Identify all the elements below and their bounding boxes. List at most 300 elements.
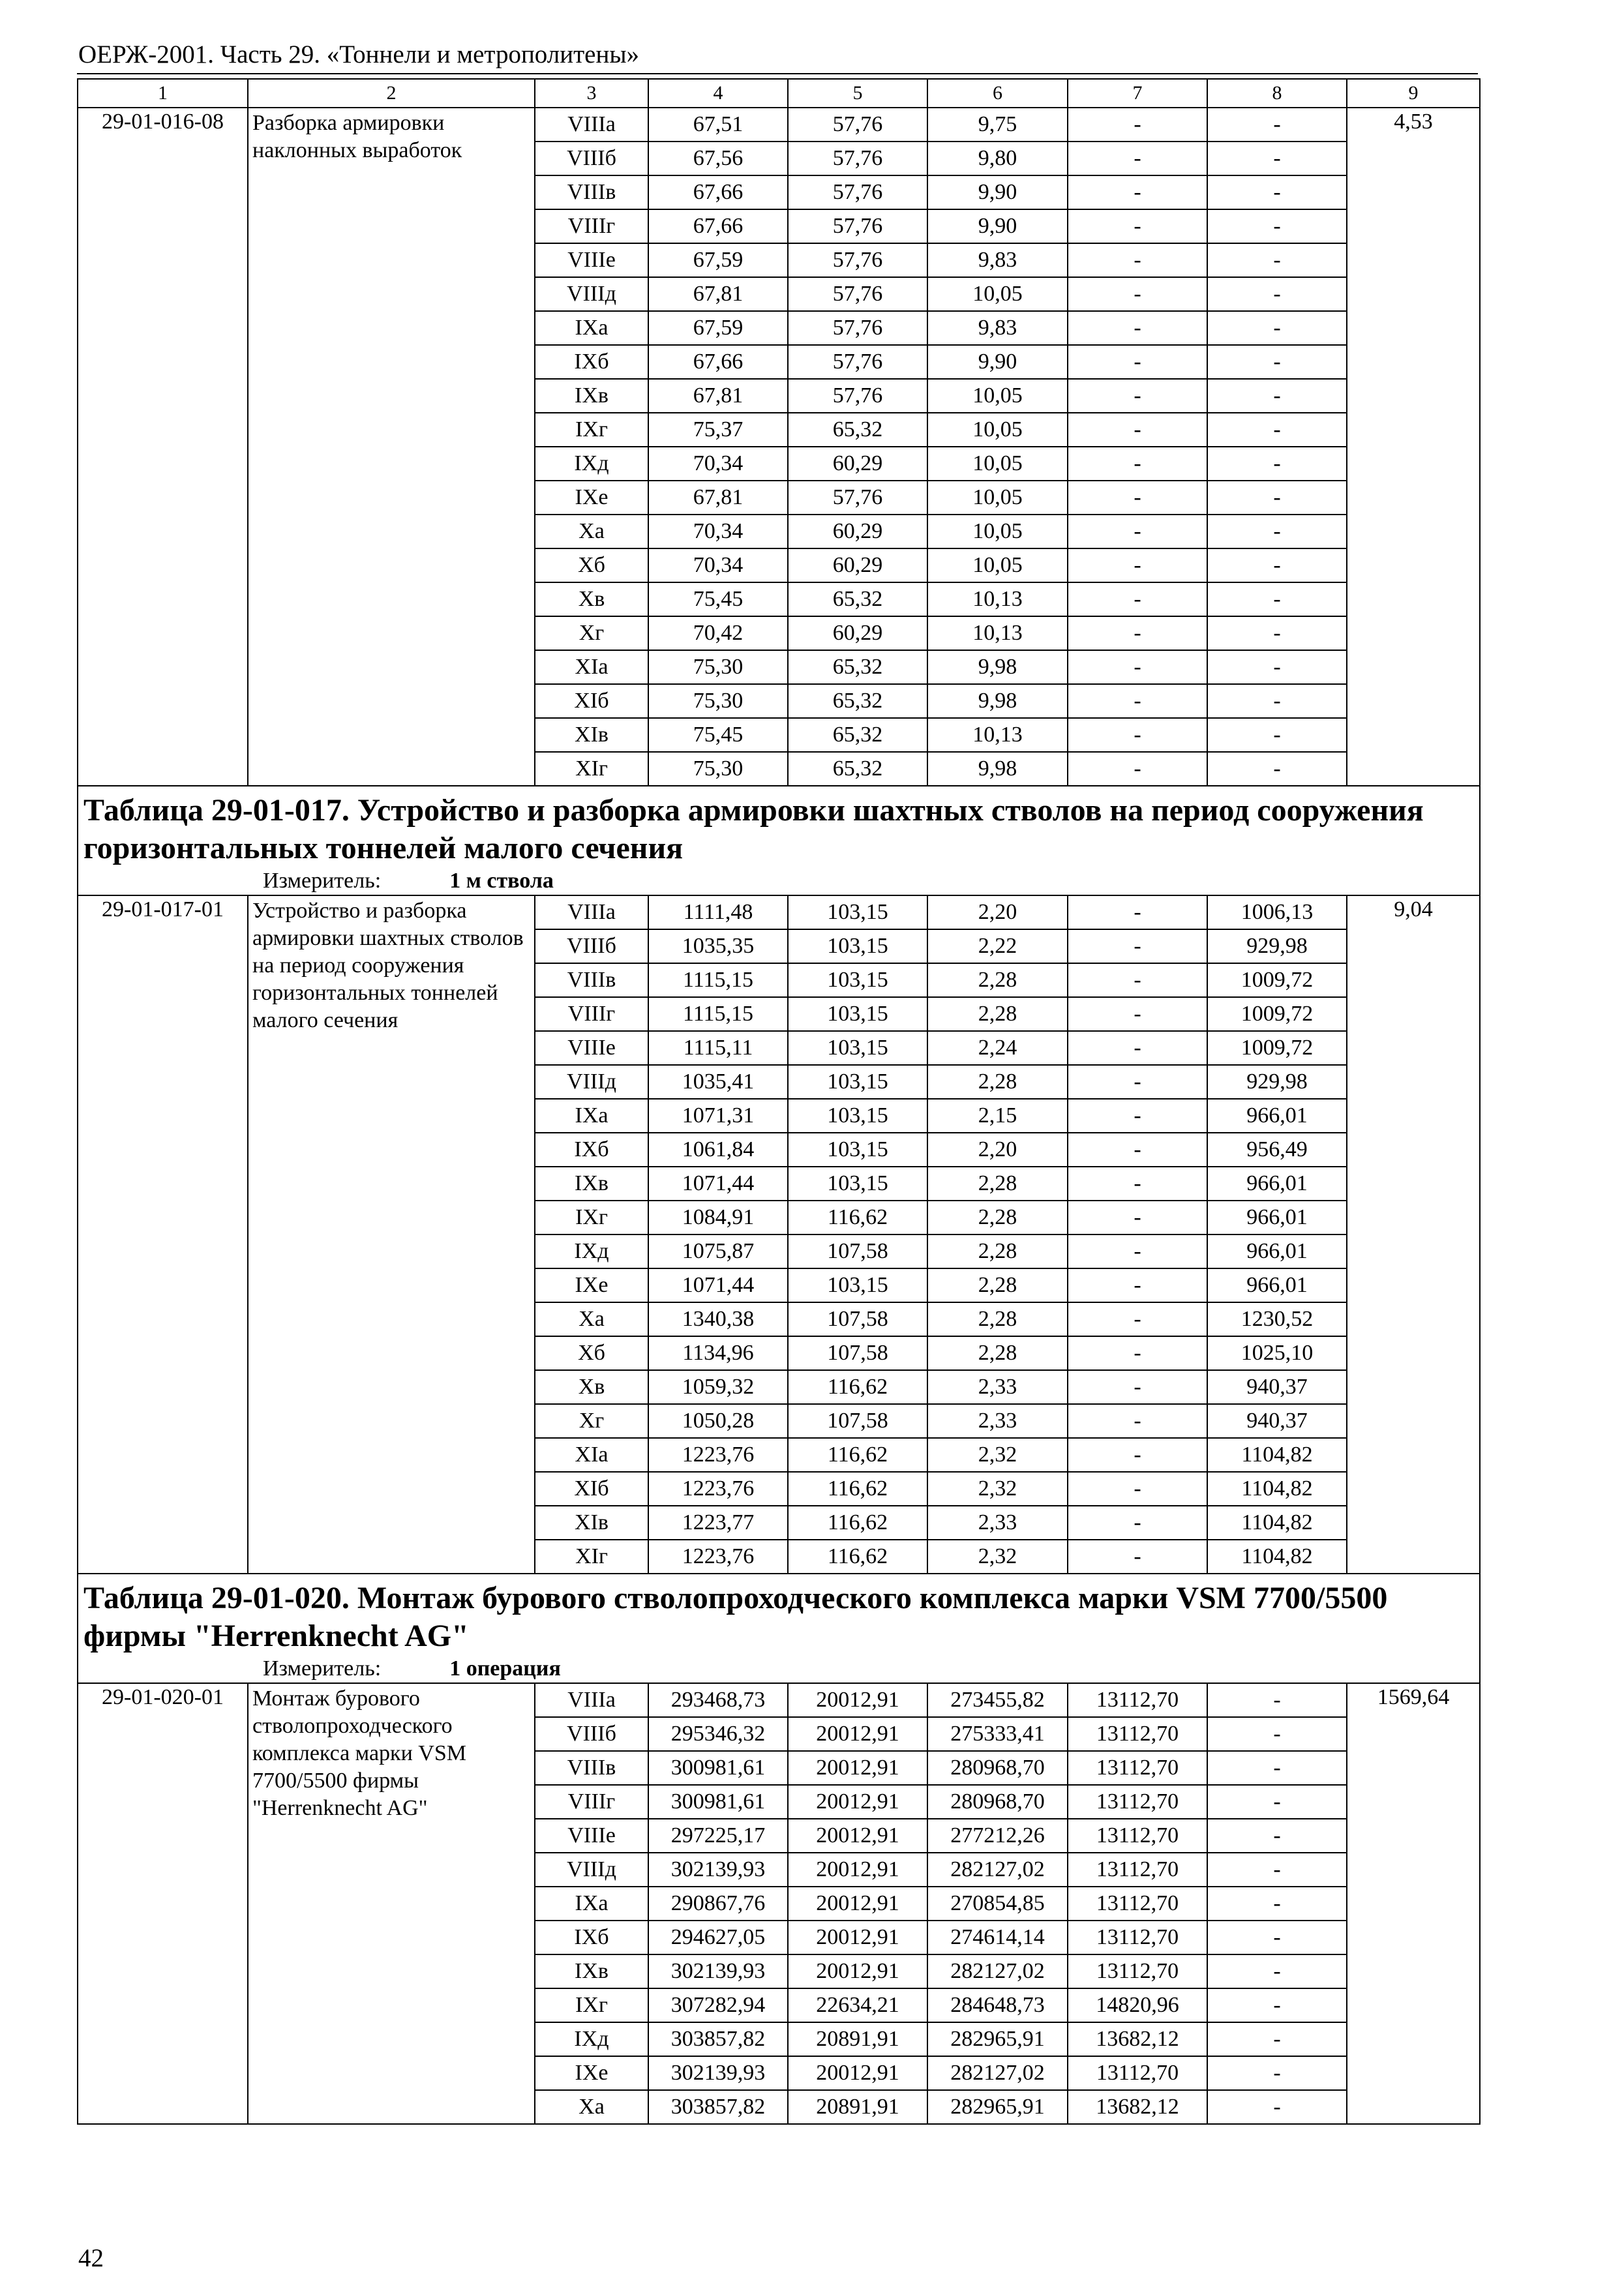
value-cell: -: [1207, 311, 1347, 345]
value-cell: 1009,72: [1207, 997, 1347, 1031]
table-title: Таблица 29-01-020. Монтаж бурового стволопроходческого комплекса марки VSM 7700/5500 фирмы "Herrenknecht AG": [83, 1581, 1388, 1653]
value-cell: 10,05: [927, 413, 1068, 447]
value-cell: 65,32: [788, 413, 927, 447]
value-cell: -: [1068, 175, 1207, 209]
value-cell: 107,58: [788, 1404, 927, 1438]
labor-cost-cell: 1569,64: [1347, 1683, 1480, 2124]
value-cell: 103,15: [788, 1065, 927, 1099]
measure-line: [83, 867, 1474, 895]
column-number: 1: [78, 79, 248, 108]
page-header: ОЕРЖ-2001. Часть 29. «Тоннели и метрополитены»: [78, 40, 640, 68]
value-cell: 10,05: [927, 277, 1068, 311]
value-cell: -: [1068, 1438, 1207, 1472]
zone-cell: VIIIе: [535, 243, 648, 277]
value-cell: 9,90: [927, 345, 1068, 379]
value-cell: 75,30: [648, 752, 788, 786]
value-cell: 14820,96: [1068, 1988, 1207, 2022]
value-cell: 9,90: [927, 175, 1068, 209]
value-cell: -: [1068, 1370, 1207, 1404]
zone-cell: XIв: [535, 718, 648, 752]
value-cell: 966,01: [1207, 1167, 1347, 1201]
value-cell: -: [1207, 616, 1347, 650]
zone-cell: VIIIд: [535, 277, 648, 311]
measure-unit: 1 операция: [449, 1656, 561, 1681]
value-cell: 20012,91: [788, 1921, 927, 1954]
value-cell: 10,13: [927, 582, 1068, 616]
value-cell: 75,30: [648, 650, 788, 684]
value-cell: 22634,21: [788, 1988, 927, 2022]
value-cell: 57,76: [788, 311, 927, 345]
zone-cell: XIг: [535, 752, 648, 786]
value-cell: -: [1068, 582, 1207, 616]
value-cell: 20891,91: [788, 2090, 927, 2124]
value-cell: -: [1068, 1133, 1207, 1167]
value-cell: 273455,82: [927, 1683, 1068, 1717]
value-cell: -: [1207, 1954, 1347, 1988]
rates-table: [77, 78, 1481, 2125]
value-cell: -: [1068, 963, 1207, 997]
value-cell: 103,15: [788, 1099, 927, 1133]
labor-cost-cell: 4,53: [1347, 108, 1480, 786]
value-cell: 9,98: [927, 752, 1068, 786]
value-cell: 20012,91: [788, 1819, 927, 1853]
rate-description: Устройство и разборка армировки шахтных стволов на период сооружения горизонтальных тоннелей малого сечения: [248, 895, 535, 1574]
value-cell: -: [1068, 752, 1207, 786]
value-cell: 107,58: [788, 1336, 927, 1370]
value-cell: 57,76: [788, 142, 927, 175]
value-cell: -: [1068, 1302, 1207, 1336]
value-cell: 1071,44: [648, 1268, 788, 1302]
value-cell: 20012,91: [788, 1683, 927, 1717]
value-cell: 2,32: [927, 1438, 1068, 1472]
value-cell: 1009,72: [1207, 963, 1347, 997]
rate-code: 29-01-016-08: [78, 108, 248, 786]
zone-cell: Xб: [535, 548, 648, 582]
zone-cell: VIIIб: [535, 142, 648, 175]
zone-cell: VIIIг: [535, 1785, 648, 1819]
value-cell: 13112,70: [1068, 1954, 1207, 1988]
measure-unit: 1 м ствола: [449, 869, 554, 893]
value-cell: -: [1068, 413, 1207, 447]
value-cell: 70,34: [648, 447, 788, 481]
column-number: 3: [535, 79, 648, 108]
value-cell: 9,83: [927, 243, 1068, 277]
value-cell: 2,32: [927, 1472, 1068, 1506]
value-cell: 116,62: [788, 1506, 927, 1540]
table-row: [78, 895, 1480, 929]
value-cell: 10,13: [927, 718, 1068, 752]
value-cell: -: [1207, 481, 1347, 515]
value-cell: 107,58: [788, 1302, 927, 1336]
value-cell: 282127,02: [927, 1853, 1068, 1887]
zone-cell: VIIIв: [535, 1751, 648, 1785]
zone-cell: IXа: [535, 1887, 648, 1921]
value-cell: 1035,41: [648, 1065, 788, 1099]
zone-cell: VIIIд: [535, 1065, 648, 1099]
value-cell: -: [1207, 2090, 1347, 2124]
value-cell: 67,81: [648, 379, 788, 413]
zone-cell: IXе: [535, 2056, 648, 2090]
rate-description: Разборка армировки наклонных выработок: [248, 108, 535, 786]
value-cell: 60,29: [788, 447, 927, 481]
value-cell: 282127,02: [927, 2056, 1068, 2090]
zone-cell: IXв: [535, 379, 648, 413]
table-title: Таблица 29-01-017. Устройство и разборка армировки шахтных стволов на период сооружения горизонтальных тоннелей малого сечения: [83, 793, 1424, 865]
zone-cell: IXб: [535, 1133, 648, 1167]
zone-cell: XIа: [535, 1438, 648, 1472]
zone-cell: Xв: [535, 1370, 648, 1404]
value-cell: 1223,76: [648, 1472, 788, 1506]
value-cell: -: [1207, 548, 1347, 582]
value-cell: -: [1207, 175, 1347, 209]
value-cell: 20012,91: [788, 1954, 927, 1988]
value-cell: 274614,14: [927, 1921, 1068, 1954]
value-cell: -: [1068, 379, 1207, 413]
value-cell: -: [1207, 243, 1347, 277]
value-cell: 2,28: [927, 1201, 1068, 1234]
value-cell: 67,51: [648, 108, 788, 142]
value-cell: 65,32: [788, 684, 927, 718]
value-cell: 2,20: [927, 1133, 1068, 1167]
value-cell: 2,28: [927, 1167, 1068, 1201]
value-cell: 116,62: [788, 1438, 927, 1472]
value-cell: 2,15: [927, 1099, 1068, 1133]
value-cell: 9,98: [927, 684, 1068, 718]
value-cell: -: [1207, 1751, 1347, 1785]
zone-cell: VIIIа: [535, 108, 648, 142]
measure-label: Измеритель:: [263, 869, 382, 893]
column-number: 7: [1068, 79, 1207, 108]
value-cell: -: [1068, 997, 1207, 1031]
value-cell: 67,59: [648, 311, 788, 345]
value-cell: 75,37: [648, 413, 788, 447]
value-cell: -: [1207, 1819, 1347, 1853]
column-number: 4: [648, 79, 788, 108]
zone-cell: IXг: [535, 1988, 648, 2022]
column-number: 2: [248, 79, 535, 108]
zone-cell: VIIIг: [535, 997, 648, 1031]
value-cell: 13112,70: [1068, 1853, 1207, 1887]
value-cell: 303857,82: [648, 2022, 788, 2056]
value-cell: 1115,15: [648, 997, 788, 1031]
value-cell: 60,29: [788, 515, 927, 548]
value-cell: 9,75: [927, 108, 1068, 142]
value-cell: -: [1068, 718, 1207, 752]
zone-cell: IXд: [535, 1234, 648, 1268]
value-cell: -: [1068, 1506, 1207, 1540]
value-cell: -: [1068, 548, 1207, 582]
section-heading-cell: [78, 786, 1480, 895]
zone-cell: IXв: [535, 1167, 648, 1201]
value-cell: 20012,91: [788, 1887, 927, 1921]
value-cell: -: [1068, 243, 1207, 277]
header-rule: [77, 73, 1478, 74]
zone-cell: IXа: [535, 311, 648, 345]
zone-cell: Xб: [535, 1336, 648, 1370]
value-cell: -: [1068, 447, 1207, 481]
value-cell: 290867,76: [648, 1887, 788, 1921]
value-cell: 2,33: [927, 1404, 1068, 1438]
value-cell: -: [1207, 718, 1347, 752]
zone-cell: Xг: [535, 616, 648, 650]
value-cell: 103,15: [788, 963, 927, 997]
value-cell: 1084,91: [648, 1201, 788, 1234]
value-cell: -: [1207, 1921, 1347, 1954]
value-cell: 280968,70: [927, 1751, 1068, 1785]
value-cell: 9,90: [927, 209, 1068, 243]
value-cell: 67,81: [648, 277, 788, 311]
value-cell: 103,15: [788, 929, 927, 963]
value-cell: -: [1207, 345, 1347, 379]
table-row: [78, 1683, 1480, 1717]
value-cell: -: [1207, 1683, 1347, 1717]
value-cell: 302139,93: [648, 2056, 788, 2090]
rate-code: 29-01-020-01: [78, 1683, 248, 2124]
value-cell: -: [1068, 345, 1207, 379]
value-cell: 294627,05: [648, 1921, 788, 1954]
value-cell: 2,33: [927, 1506, 1068, 1540]
zone-cell: XIб: [535, 1472, 648, 1506]
value-cell: 10,05: [927, 447, 1068, 481]
table-row: [78, 108, 1480, 142]
zone-cell: XIа: [535, 650, 648, 684]
value-cell: 103,15: [788, 997, 927, 1031]
value-cell: 1050,28: [648, 1404, 788, 1438]
value-cell: 60,29: [788, 548, 927, 582]
value-cell: 275333,41: [927, 1717, 1068, 1751]
value-cell: 10,05: [927, 548, 1068, 582]
zone-cell: VIIIе: [535, 1819, 648, 1853]
zone-cell: IXв: [535, 1954, 648, 1988]
value-cell: 2,28: [927, 963, 1068, 997]
value-cell: 302139,93: [648, 1853, 788, 1887]
value-cell: -: [1207, 209, 1347, 243]
value-cell: 57,76: [788, 379, 927, 413]
value-cell: 297225,17: [648, 1819, 788, 1853]
value-cell: 103,15: [788, 1031, 927, 1065]
zone-cell: VIIIе: [535, 1031, 648, 1065]
value-cell: -: [1068, 1201, 1207, 1234]
value-cell: 13112,70: [1068, 1819, 1207, 1853]
value-cell: 2,28: [927, 1302, 1068, 1336]
rate-code: 29-01-017-01: [78, 895, 248, 1574]
value-cell: 67,66: [648, 175, 788, 209]
zone-cell: Xв: [535, 582, 648, 616]
value-cell: 13112,70: [1068, 1683, 1207, 1717]
value-cell: 295346,32: [648, 1717, 788, 1751]
value-cell: 929,98: [1207, 1065, 1347, 1099]
zone-cell: VIIIб: [535, 929, 648, 963]
value-cell: 20012,91: [788, 1785, 927, 1819]
value-cell: 966,01: [1207, 1201, 1347, 1234]
value-cell: 57,76: [788, 277, 927, 311]
value-cell: 1111,48: [648, 895, 788, 929]
value-cell: 103,15: [788, 1268, 927, 1302]
value-cell: -: [1207, 379, 1347, 413]
value-cell: 20891,91: [788, 2022, 927, 2056]
value-cell: -: [1207, 515, 1347, 548]
value-cell: -: [1207, 2056, 1347, 2090]
value-cell: 1115,11: [648, 1031, 788, 1065]
value-cell: 1223,76: [648, 1540, 788, 1574]
value-cell: 1104,82: [1207, 1506, 1347, 1540]
zone-cell: IXе: [535, 1268, 648, 1302]
value-cell: -: [1068, 1268, 1207, 1302]
zone-cell: IXг: [535, 413, 648, 447]
value-cell: 65,32: [788, 582, 927, 616]
value-cell: -: [1207, 1853, 1347, 1887]
value-cell: 13112,70: [1068, 1751, 1207, 1785]
table-section-heading: [78, 786, 1480, 895]
value-cell: 929,98: [1207, 929, 1347, 963]
value-cell: 67,66: [648, 209, 788, 243]
value-cell: 1115,15: [648, 963, 788, 997]
value-cell: 57,76: [788, 209, 927, 243]
value-cell: 1134,96: [648, 1336, 788, 1370]
value-cell: -: [1068, 1336, 1207, 1370]
zone-cell: Xг: [535, 1404, 648, 1438]
value-cell: 67,81: [648, 481, 788, 515]
value-cell: -: [1207, 752, 1347, 786]
value-cell: 1059,32: [648, 1370, 788, 1404]
value-cell: 20012,91: [788, 1751, 927, 1785]
zone-cell: VIIIв: [535, 963, 648, 997]
value-cell: 13112,70: [1068, 1921, 1207, 1954]
value-cell: 293468,73: [648, 1683, 788, 1717]
value-cell: 116,62: [788, 1472, 927, 1506]
zone-cell: IXг: [535, 1201, 648, 1234]
value-cell: 270854,85: [927, 1887, 1068, 1921]
value-cell: 116,62: [788, 1540, 927, 1574]
value-cell: -: [1207, 413, 1347, 447]
value-cell: 70,42: [648, 616, 788, 650]
zone-cell: XIв: [535, 1506, 648, 1540]
zone-cell: Xа: [535, 2090, 648, 2124]
value-cell: 116,62: [788, 1370, 927, 1404]
zone-cell: IXб: [535, 345, 648, 379]
zone-cell: XIб: [535, 684, 648, 718]
value-cell: 284648,73: [927, 1988, 1068, 2022]
value-cell: 57,76: [788, 481, 927, 515]
value-cell: -: [1207, 1988, 1347, 2022]
value-cell: 282965,91: [927, 2022, 1068, 2056]
value-cell: 75,30: [648, 684, 788, 718]
column-number: 9: [1347, 79, 1480, 108]
value-cell: 302139,93: [648, 1954, 788, 1988]
zone-cell: IXа: [535, 1099, 648, 1133]
value-cell: 940,37: [1207, 1404, 1347, 1438]
labor-cost-cell: 9,04: [1347, 895, 1480, 1574]
measure-label: Измеритель:: [263, 1656, 382, 1681]
value-cell: 2,28: [927, 1336, 1068, 1370]
value-cell: 2,22: [927, 929, 1068, 963]
value-cell: 1104,82: [1207, 1540, 1347, 1574]
zone-cell: VIIIа: [535, 895, 648, 929]
value-cell: 13112,70: [1068, 1887, 1207, 1921]
measure-line: [83, 1655, 1474, 1683]
zone-cell: Xа: [535, 1302, 648, 1336]
zone-cell: IXд: [535, 447, 648, 481]
value-cell: 20012,91: [788, 1853, 927, 1887]
value-cell: -: [1068, 616, 1207, 650]
value-cell: -: [1207, 1717, 1347, 1751]
value-cell: -: [1068, 142, 1207, 175]
value-cell: -: [1207, 650, 1347, 684]
zone-cell: VIIIг: [535, 209, 648, 243]
value-cell: -: [1068, 277, 1207, 311]
value-cell: 300981,61: [648, 1785, 788, 1819]
value-cell: -: [1068, 1031, 1207, 1065]
value-cell: -: [1207, 684, 1347, 718]
value-cell: 2,28: [927, 1234, 1068, 1268]
column-number: 6: [927, 79, 1068, 108]
value-cell: 13112,70: [1068, 1717, 1207, 1751]
value-cell: 57,76: [788, 108, 927, 142]
table-section-heading: [78, 1574, 1480, 1683]
value-cell: 70,34: [648, 515, 788, 548]
zone-cell: VIIIв: [535, 175, 648, 209]
zone-cell: IXд: [535, 2022, 648, 2056]
value-cell: 956,49: [1207, 1133, 1347, 1167]
column-number: 5: [788, 79, 927, 108]
value-cell: -: [1207, 2022, 1347, 2056]
value-cell: 940,37: [1207, 1370, 1347, 1404]
value-cell: 9,98: [927, 650, 1068, 684]
value-cell: 67,56: [648, 142, 788, 175]
value-cell: -: [1068, 515, 1207, 548]
value-cell: 10,05: [927, 481, 1068, 515]
value-cell: 1075,87: [648, 1234, 788, 1268]
value-cell: 1230,52: [1207, 1302, 1347, 1336]
value-cell: 1223,76: [648, 1438, 788, 1472]
value-cell: 75,45: [648, 718, 788, 752]
value-cell: 277212,26: [927, 1819, 1068, 1853]
table-body: [78, 79, 1480, 2124]
section-heading-cell: [78, 1574, 1480, 1683]
zone-cell: IXб: [535, 1921, 648, 1954]
zone-cell: VIIIд: [535, 1853, 648, 1887]
value-cell: 13682,12: [1068, 2022, 1207, 2056]
value-cell: 57,76: [788, 175, 927, 209]
value-cell: 103,15: [788, 1167, 927, 1201]
zone-cell: IXе: [535, 481, 648, 515]
value-cell: 1061,84: [648, 1133, 788, 1167]
value-cell: -: [1068, 481, 1207, 515]
value-cell: 1104,82: [1207, 1472, 1347, 1506]
value-cell: 1071,31: [648, 1099, 788, 1133]
value-cell: 282965,91: [927, 2090, 1068, 2124]
value-cell: 966,01: [1207, 1268, 1347, 1302]
rate-description: Монтаж бурового стволопроходческого комплекса марки VSM 7700/5500 фирмы "Herrenknecht AG": [248, 1683, 535, 2124]
value-cell: -: [1068, 1540, 1207, 1574]
value-cell: 57,76: [788, 345, 927, 379]
value-cell: -: [1068, 1167, 1207, 1201]
value-cell: 2,28: [927, 997, 1068, 1031]
value-cell: -: [1207, 108, 1347, 142]
value-cell: 13682,12: [1068, 2090, 1207, 2124]
value-cell: 57,76: [788, 243, 927, 277]
value-cell: -: [1207, 277, 1347, 311]
value-cell: 70,34: [648, 548, 788, 582]
value-cell: -: [1068, 929, 1207, 963]
value-cell: 10,05: [927, 379, 1068, 413]
value-cell: -: [1068, 1099, 1207, 1133]
value-cell: 966,01: [1207, 1099, 1347, 1133]
value-cell: 107,58: [788, 1234, 927, 1268]
value-cell: 280968,70: [927, 1785, 1068, 1819]
value-cell: -: [1207, 447, 1347, 481]
value-cell: 20012,91: [788, 2056, 927, 2090]
